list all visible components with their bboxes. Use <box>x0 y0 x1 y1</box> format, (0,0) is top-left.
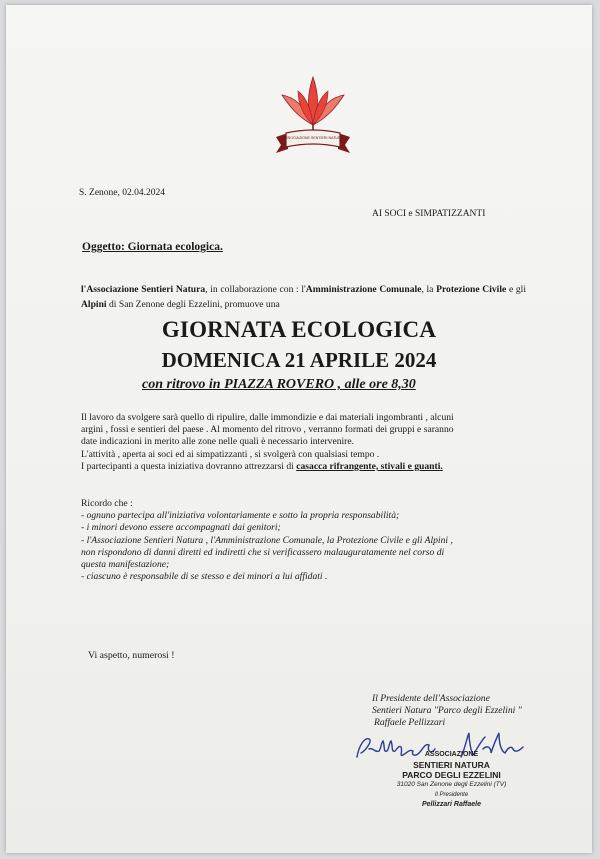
remember-section <box>81 498 551 583</box>
intro-org-municipality: Amministrazione Comunale <box>305 284 422 295</box>
letter-subject: Oggetto: Giornata ecologica. <box>82 241 223 253</box>
remember-item: - ciascuno è responsabile di se stesso e dei minori a lui affidati . <box>81 571 328 583</box>
body-line: date indicazioni in merito alle zone nelle quali è necessario intervenire. <box>81 436 355 448</box>
association-logo <box>268 67 358 163</box>
stamp-line: ASSOCIAZIONE <box>424 751 479 758</box>
remember-item: - ognuno partecipa all'iniziativa volontariamente e sotto la propria responsabilità; <box>81 510 400 522</box>
intro-org-civil-protection: Protezione Civile <box>436 284 507 295</box>
stamp-line: Pellizzari Raffaele <box>421 801 481 808</box>
logo-ribbon-text: ASSOCIAZIONE SENTIERI NATURA <box>282 136 344 140</box>
stamp-line: SENTIERI NATURA <box>413 760 490 770</box>
letter-page <box>6 5 592 853</box>
signature-block <box>372 693 522 729</box>
event-date: DOMENICA 21 APRILE 2024 <box>161 348 437 372</box>
intro-text-1: , in collaborazione con : l' <box>205 284 306 295</box>
association-stamp <box>389 750 514 810</box>
equipment-required: casacca rifrangente, stivali e guanti. <box>296 460 443 472</box>
sign-line: Il Presidente dell'Associazione <box>372 693 490 704</box>
meeting-point: con ritrovo in PIAZZA ROVERO , alle ore 8,30 <box>142 377 416 392</box>
greeting: Vi aspetto, numerosi ! <box>88 650 175 661</box>
intro-text-2: , la <box>421 284 437 295</box>
letter-recipients: AI SOCI e SIMPATIZZANTI <box>372 209 486 219</box>
equipment-prefix: I partecipanti a questa iniziativa dovranno attrezzarsi di <box>81 460 297 472</box>
stamp-line: 31020 San Zenone degli Ezzelini (TV) <box>396 781 507 788</box>
intro-org-association: l'Associazione Sentieri Natura <box>81 284 206 295</box>
sign-line: Raffaele Pellizzari <box>374 717 446 728</box>
lily-flower-icon <box>282 77 344 135</box>
event-title: GIORNATA ECOLOGICA <box>161 317 437 342</box>
sign-line: Sentieri Natura "Parco degli Ezzelini " <box>372 705 522 716</box>
letter-date: S. Zenone, 02.04.2024 <box>79 188 166 198</box>
ribbon-icon <box>276 130 350 153</box>
remember-item: - l'Associazione Sentieri Natura , l'Amministrazione Comunale, la Protezione Civile e gli Alpini , <box>81 534 453 546</box>
body-line: argini , fossi e sentieri del paese . Al momento del ritrovo , verranno formati dei gruppi e saranno <box>81 424 454 436</box>
body-line: L'attività , aperta ai soci ed ai simpatizzanti , si svolgerà con qualsiasi tempo . <box>81 448 380 460</box>
body-line: Il lavoro da svolgere sarà quello di ripulire, dalle immondizie e dai materiali ingombranti , alcuni <box>81 412 454 423</box>
stamp-line: PARCO DEGLI EZZELINI <box>402 770 501 780</box>
remember-title: Ricordo che : <box>81 498 133 509</box>
intro-text-3: e gli <box>506 284 527 295</box>
body-line-equipment <box>81 461 541 473</box>
remember-item: non rispondono di danni diretti ed indiretti che si verificassero malauguratamente nel corso di <box>81 546 445 558</box>
stamp-line: Il Presidente <box>434 792 469 798</box>
remember-item: questa manifestazione; <box>81 559 170 571</box>
intro-paragraph <box>81 282 526 312</box>
remember-item: - i minori devono essere accompagnati dai genitori; <box>81 522 281 534</box>
intro-org-alpini: Alpini <box>81 299 107 310</box>
intro-text-4: di San Zenone degli Ezzelini, promuove una <box>106 299 280 310</box>
body-paragraph <box>81 412 541 473</box>
